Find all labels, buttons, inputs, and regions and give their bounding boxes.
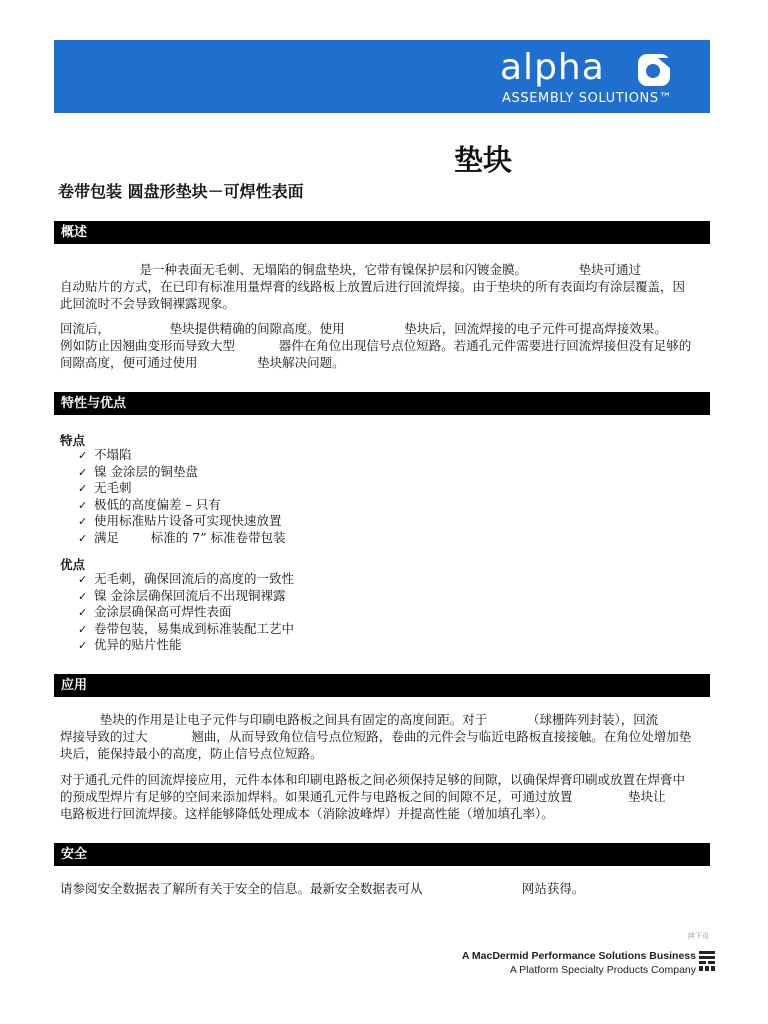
list-item: ✓ 镍 金涂层的铜垫盘 bbox=[78, 463, 198, 479]
text-line: 的预成型焊片有足够的空间来添加焊料。如果通孔元件与电路板之间的间隙不足，可通过放置 垫块让 bbox=[60, 789, 666, 804]
section-heading-application: 应用 bbox=[54, 674, 710, 697]
page-title: 垫块 bbox=[454, 143, 513, 177]
list-item: ✓ 卷带包装，易集成到标准装配工艺中 bbox=[78, 620, 295, 636]
application-paragraph-2 bbox=[60, 771, 708, 822]
text-line: 块后，能保持最小的高度，防止信号点位短路。 bbox=[60, 746, 323, 761]
overview-paragraph-2 bbox=[60, 320, 708, 371]
text-line: 电路板进行回流焊接。这样能够降低处理成本（消除波峰焊）并提高性能（增加填孔率）。 bbox=[60, 806, 554, 821]
check-icon: ✓ bbox=[78, 515, 88, 528]
check-icon: ✓ bbox=[78, 589, 88, 603]
continued-note: 续下页 bbox=[688, 932, 709, 940]
section-heading-features: 特性与优点 bbox=[54, 392, 710, 415]
text-line: 间隙高度，便可通过使用 垫块解决问题。 bbox=[60, 355, 345, 370]
features-list bbox=[78, 447, 286, 546]
check-icon: ✓ bbox=[78, 482, 88, 495]
text-line: 例如防止因翘曲变形而导致大型 器件在角位出现信号点位短路。若通孔元件需要进行回流焊接但没有足够的 bbox=[60, 338, 692, 353]
text-line: 对于通孔元件的回流焊接应用，元件本体和印刷电路板之间必须保持足够的间隙，以确保焊膏印刷或放置在焊膏中 bbox=[60, 772, 686, 787]
section-heading-safety: 安全 bbox=[54, 843, 710, 866]
platform-logo-icon bbox=[699, 951, 715, 971]
check-icon: ✓ bbox=[78, 639, 88, 652]
footer-company-line-2: A Platform Specialty Products Company bbox=[509, 964, 696, 976]
list-item: ✓ 优异的贴片性能 bbox=[78, 637, 182, 652]
list-item: ✓ 金涂层确保高可焊性表面 bbox=[78, 604, 232, 619]
list-item: ✓ 无毛刺 bbox=[78, 480, 132, 495]
list-item: ✓ 不塌陷 bbox=[78, 447, 132, 462]
list-item: ✓ 使用标准贴片设备可实现快速放置 bbox=[78, 513, 282, 528]
overview-paragraph-1 bbox=[60, 261, 708, 312]
check-icon: ✓ bbox=[78, 531, 88, 545]
benefits-label: 优点 bbox=[60, 557, 86, 572]
section-heading-overview: 概述 bbox=[54, 221, 710, 244]
text-line: 请参阅安全数据表了解所有关于安全的信息。最新安全数据表可从 网站获得。 bbox=[60, 881, 585, 896]
list-item: ✓ 极低的高度偏差 – 只有 bbox=[78, 496, 221, 512]
footer-company-line-1: A MacDermid Performance Solutions Business bbox=[461, 950, 696, 962]
text-line: 是一种表面无毛刺、无塌陷的铜盘垫块，它带有镍保护层和闪镀金膜。 垫块可通过 bbox=[60, 262, 642, 277]
features-label: 特点 bbox=[60, 433, 86, 448]
check-icon: ✓ bbox=[78, 449, 88, 462]
application-paragraph-1 bbox=[60, 711, 708, 762]
list-item: ✓ 镍 金涂层确保回流后不出现铜裸露 bbox=[78, 587, 286, 603]
check-icon: ✓ bbox=[78, 622, 88, 636]
brand-logo-text: alpha bbox=[500, 47, 605, 88]
check-icon: ✓ bbox=[78, 573, 88, 586]
text-line: 自动贴片的方式，在已印有标准用量焊膏的线路板上放置后进行回流焊接。由于垫块的所有表面均有涂层覆盖，因 bbox=[60, 279, 686, 294]
alpha-logo-icon bbox=[636, 52, 674, 88]
list-item: ✓ 无毛刺，确保回流后的高度的一致性 bbox=[78, 571, 295, 586]
text-line: 垫块的作用是让电子元件与印刷电路板之间具有固定的高度间距。对于 （球栅阵列封装），回流 bbox=[60, 712, 659, 727]
brand-subtitle: ASSEMBLY SOLUTIONS™ bbox=[502, 91, 673, 106]
text-line: 回流后， 垫块提供精确的间隙高度。使用 垫块后，回流焊接的电子元件可提高焊接效果。 bbox=[60, 321, 667, 336]
check-icon: ✓ bbox=[78, 498, 88, 512]
check-icon: ✓ bbox=[78, 465, 88, 479]
benefits-list bbox=[78, 571, 294, 654]
page-subtitle: 卷带包装 圆盘形垫块－可焊性表面 bbox=[58, 182, 304, 201]
safety-paragraph bbox=[60, 880, 708, 897]
text-line: 焊接导致的过大 翘曲，从而导致角位信号点位短路，卷曲的元件会与临近电路板直接接触。在角位处增加垫 bbox=[60, 729, 692, 744]
list-item: ✓ 满足 标准的 7” 标准卷带包装 bbox=[78, 529, 286, 545]
text-line: 此回流时不会导致铜裸露现象。 bbox=[60, 296, 236, 311]
check-icon: ✓ bbox=[78, 606, 88, 619]
